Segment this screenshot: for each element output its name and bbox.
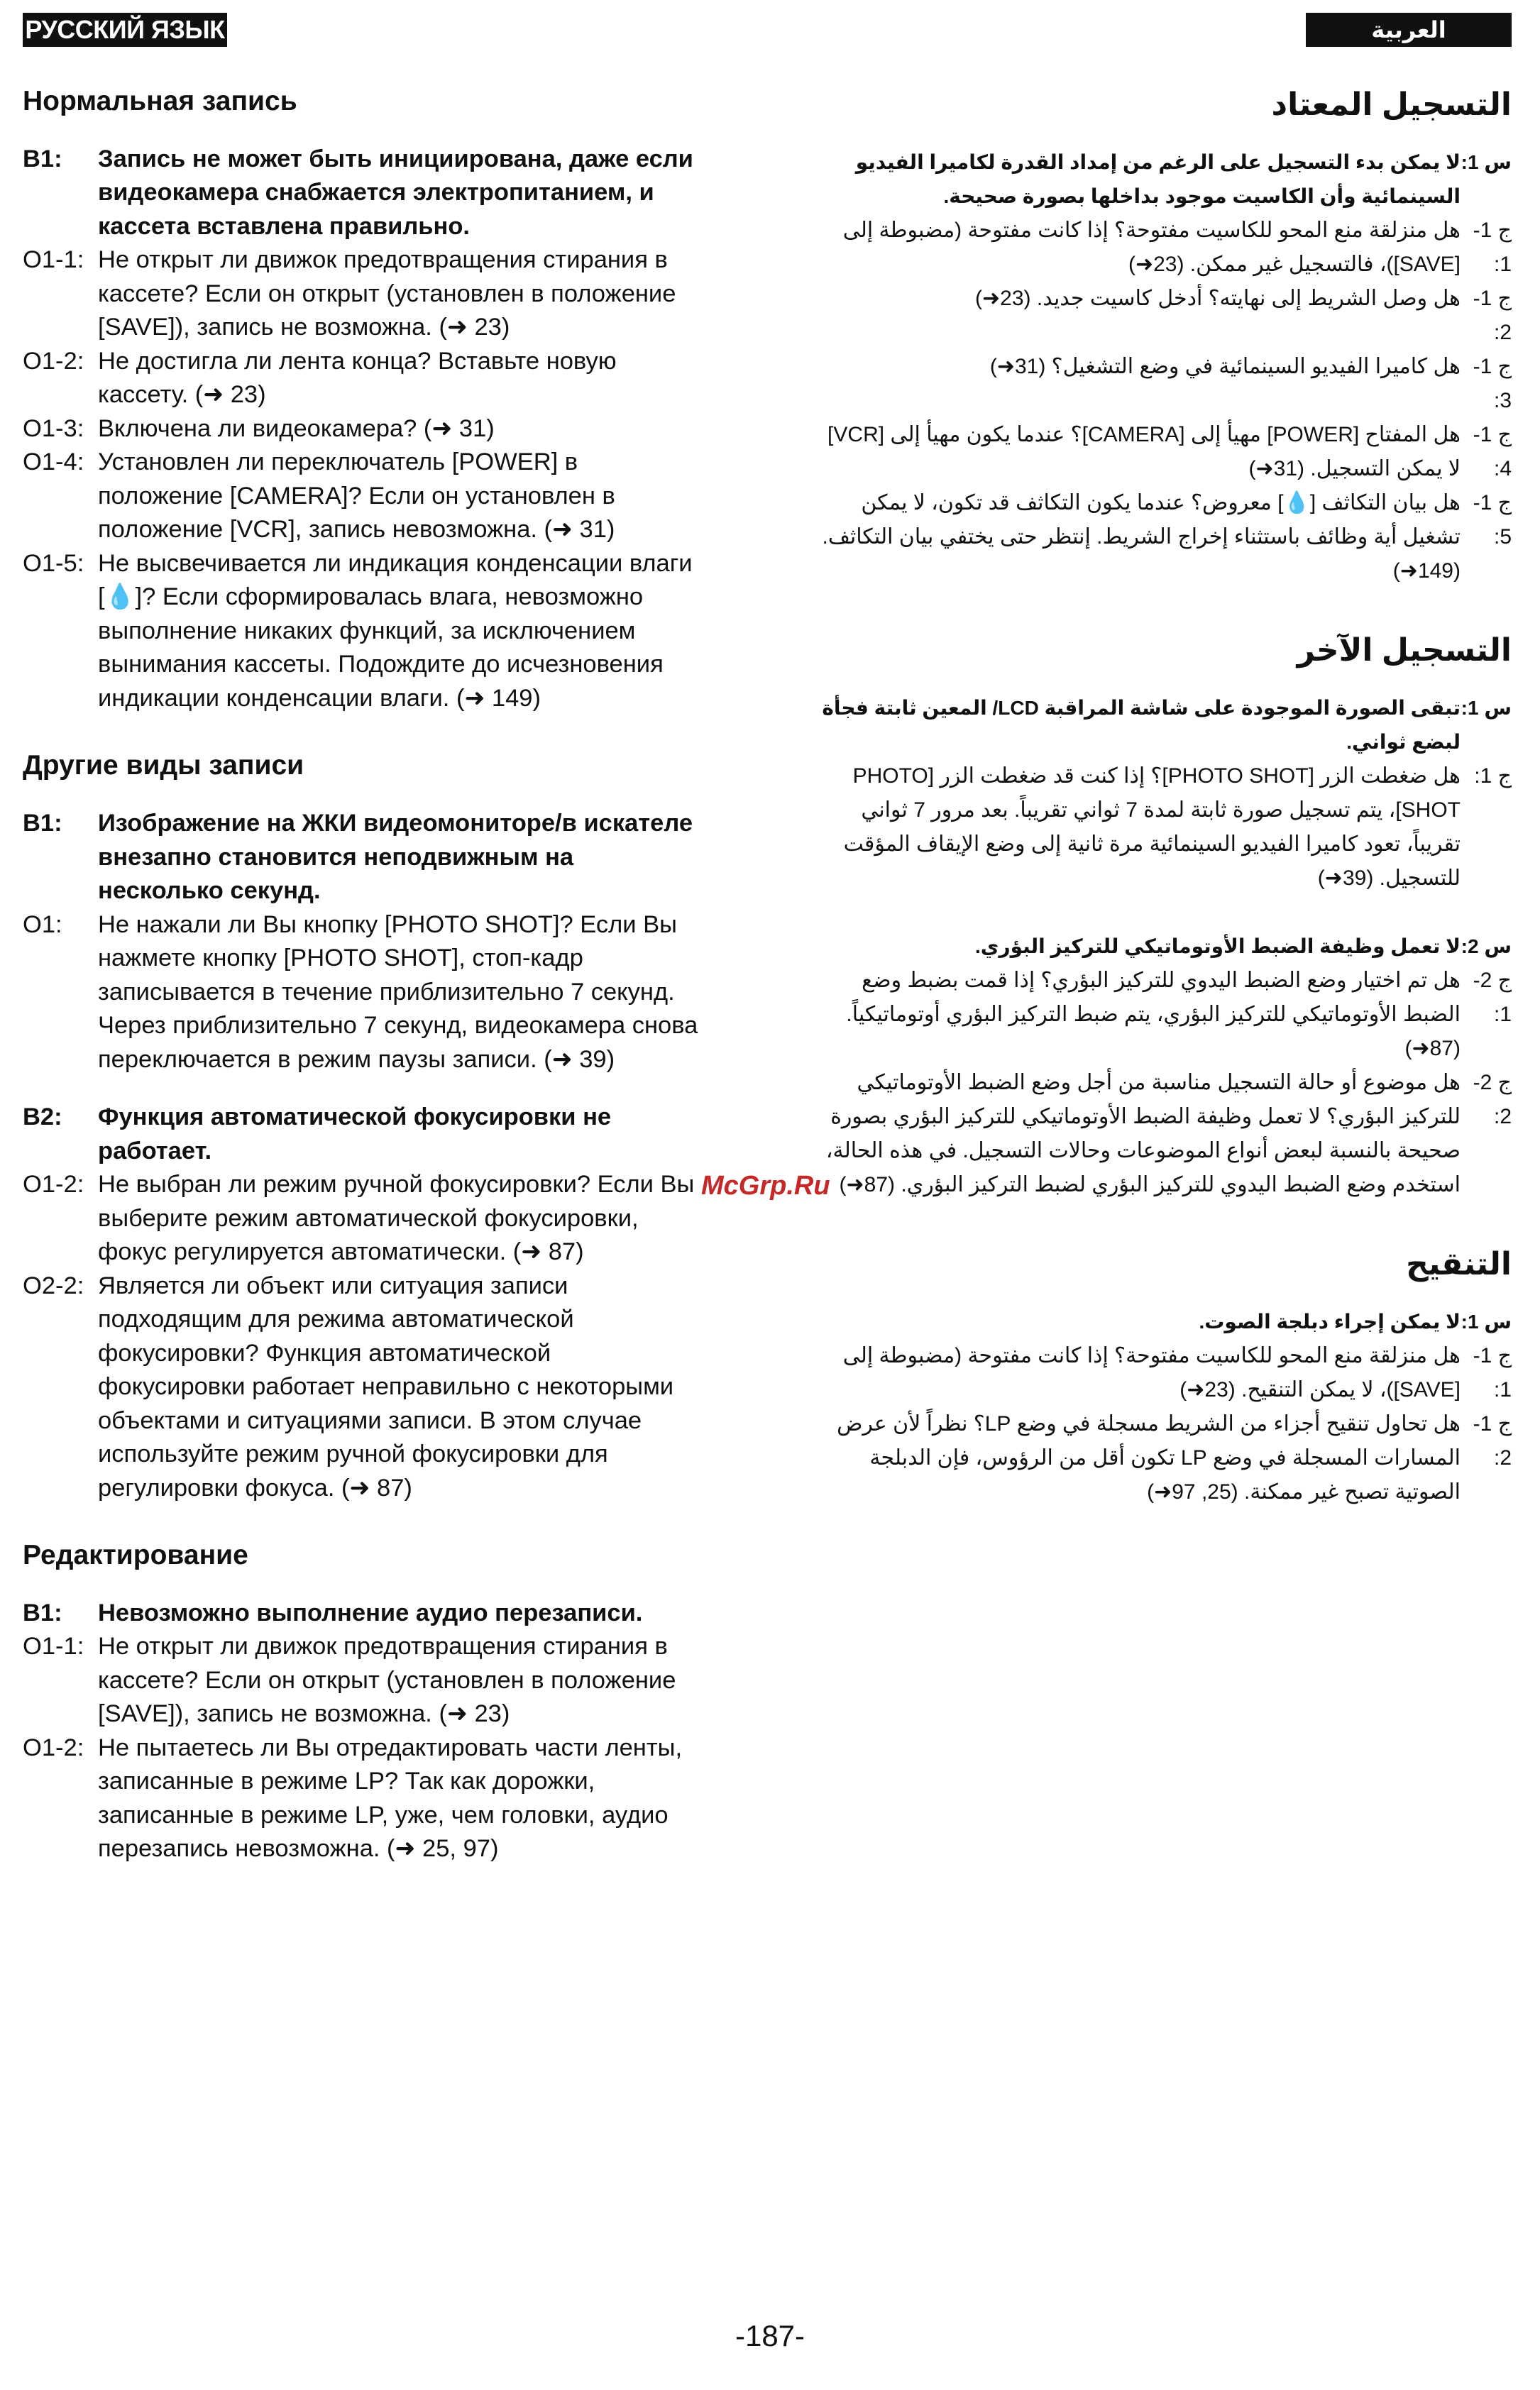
section-title: التسجيل الآخر — [1297, 633, 1512, 668]
answer — [23, 1168, 704, 1270]
qa-label: ج 2-2: — [1473, 1071, 1512, 1128]
arabic-language-tab: العربية — [1306, 13, 1512, 47]
qa-text: Не достигла ли лента конца? Вставьте новую кассету. (➜ 23) — [98, 347, 617, 409]
qa-label: س 1: — [1461, 1311, 1512, 1333]
qa-text: هل وصل الشريط إلى نهايته؟ أدخل كاسيت جديد. (23➜) — [975, 287, 1461, 310]
answer — [23, 1270, 704, 1506]
question — [816, 145, 1512, 214]
qa-label: О1-5: — [23, 549, 84, 577]
answer — [23, 547, 704, 716]
answer — [23, 446, 704, 547]
qa-text: Не открыт ли движок предотвращения стирания в кассете? Если он открыт (установлен в положение [SAVE]), запись не возможна. (➜ 23) — [98, 246, 676, 341]
answer — [23, 345, 704, 412]
qa-label: B1: — [23, 145, 62, 172]
qa-label: О1-4: — [23, 448, 84, 476]
qa-text: Не нажали ли Вы кнопку [PHOTO SHOT]? Если Вы нажмете кнопку [PHOTO SHOT], стоп-кадр записывается в течение приблизительно 7 секунд. Через приблизительно 7 секунд, видеокамера снова переключается в режим паузы записи. (➜ 39) — [98, 910, 698, 1073]
russian-language-tab: РУССКИЙ ЯЗЫК — [23, 13, 227, 47]
question — [23, 1101, 704, 1168]
answer — [816, 214, 1512, 282]
qa-text: Включена ли видеокамера? (➜ 31) — [98, 414, 495, 442]
qa-label: س 1: — [1461, 151, 1512, 173]
qa-text: هل ضغطت الزر [PHOTO SHOT]؟ إذا كنت قد ضغطت الزر [PHOTO SHOT]، يتم تسجيل صورة ثابتة لمدة 7 ثواني تقريباً. بعد مرور 7 ثواني تقريباً، تعود كاميرا الفيديو السينمائية مرة ثانية إلى وضع الإيقاف المؤقت للتسجيل. (39➜) — [843, 764, 1461, 890]
answer — [816, 486, 1512, 588]
answer — [816, 964, 1512, 1066]
question — [23, 1597, 704, 1631]
qa-label: О1: — [23, 910, 62, 938]
qa-text: Установлен ли переключатель [POWER] в положение [CAMERA]? Если он установлен в положение [VCR], запись невозможна. (➜ 31) — [98, 448, 615, 544]
section-title: Редактирование — [23, 1540, 248, 1571]
qa-label: ج 1-2: — [1473, 1412, 1512, 1470]
answer — [23, 1731, 704, 1866]
qa-text: هل منزلقة منع المحو للكاسيت مفتوحة؟ إذا كانت مفتوحة (مضبوطة إلى [SAVE])، لا يمكن التنقيح. (23➜) — [842, 1344, 1461, 1401]
qa-text: هل بيان التكاثف [💧] معروض؟ عندما يكون التكاثف قد تكون، لا يمكن تشغيل أية وظائف باستثناء إخراج الشريط. إنتظر حتى يختفي بيان التكاثف. (149➜) — [822, 491, 1461, 583]
russian-column — [23, 85, 704, 1866]
qa-text: Является ли объект или ситуация записи подходящим для режима автоматической фокусировки? Функция автоматической фокусировки работает неправильно с некоторыми объектами и ситуациями записи. В этом случае используйте режим ручной фокусировки для регулировки фокуса. (➜ 87) — [98, 1272, 674, 1502]
qa-text: Не высвечивается ли индикация конденсации влаги [💧]? Если сформировалась влага, невозможно выполнение никаких функций, за исключением вынимания кассеты. Подождите до исчезновения индикации конденсации влаги. (➜ 149) — [98, 549, 693, 712]
qa-label: О2-2: — [23, 1272, 84, 1299]
qa-label: ج 1-3: — [1473, 355, 1512, 412]
qa-text: لا يمكن إجراء دبلجة الصوت. — [1199, 1311, 1461, 1333]
question — [816, 691, 1512, 759]
qa-text: Функция автоматической фокусировки не работает. — [98, 1103, 612, 1164]
qa-text: هل تم اختيار وضع الضبط اليدوي للتركيز البؤري؟ إذا قمت بضبط وضع الضبط الأوتوماتيكي للتركيز البؤري، يتم ضبط التركيز البؤري أوتوماتيكياً. (87➜) — [846, 969, 1461, 1060]
qa-text: هل تحاول تنقيح أجزاء من الشريط مسجلة في وضع LP؟ نظراً لأن عرض المسارات المسجلة في وضع LP تكون أقل من الرؤوس، فإن الدبلجة الصوتية تصبح غير ممكنة. (25, 97➜) — [837, 1412, 1461, 1504]
qa-label: О1-2: — [23, 1734, 84, 1761]
section-title: التنقيح — [1406, 1247, 1512, 1282]
qa-label: B2: — [23, 1103, 62, 1131]
qa-label: ج 1-5: — [1473, 491, 1512, 549]
qa-text: Изображение на ЖКИ видеомониторе/в искателе внезапно становится неподвижным на несколько секунд. — [98, 810, 693, 905]
qa-text: هل كاميرا الفيديو السينمائية في وضع التشغيل؟ (31➜) — [989, 355, 1461, 378]
qa-label: О1-3: — [23, 414, 84, 442]
answer — [816, 1407, 1512, 1509]
qa-label: ج 2-1: — [1473, 969, 1512, 1026]
question — [23, 807, 704, 908]
question — [816, 1305, 1512, 1339]
qa-label: О1-2: — [23, 347, 84, 375]
qa-label: О1-1: — [23, 1633, 84, 1661]
section-title: Другие виды записи — [23, 750, 304, 781]
answer — [23, 1630, 704, 1731]
qa-label: س 1: — [1461, 697, 1512, 719]
qa-text: Не выбран ли режим ручной фокусировки? Если Вы выберите режим автоматической фокусировки, фокус регулируется автоматически. (➜ 87) — [98, 1171, 695, 1266]
answer — [23, 412, 704, 446]
qa-text: Запись не может быть инициирована, даже если видеокамера снабжается электропитанием, и кассета вставлена правильно. — [98, 145, 693, 240]
qa-label: О1-1: — [23, 246, 84, 274]
qa-label: О1-2: — [23, 1171, 84, 1199]
answer — [816, 418, 1512, 486]
qa-label: ج 1: — [1474, 764, 1512, 788]
page-number: -187- — [735, 2319, 805, 2352]
qa-text: لا تعمل وظيفة الضبط الأوتوماتيكي للتركيز البؤري. — [975, 935, 1461, 957]
qa-text: هل منزلقة منع المحو للكاسيت مفتوحة؟ إذا كانت مفتوحة (مضبوطة إلى [SAVE])، فالتسجيل غير ممكن. (23➜) — [842, 219, 1461, 276]
qa-text: Не открыт ли движок предотвращения стирания в кассете? Если он открыт (установлен в положение [SAVE]), запись не возможна. (➜ 23) — [98, 1633, 676, 1728]
answer — [816, 1066, 1512, 1202]
answer — [816, 350, 1512, 418]
qa-label: B1: — [23, 810, 62, 837]
answer — [816, 759, 1512, 896]
qa-text: تبقى الصورة الموجودة على شاشة المراقبة LCD/ المعين ثابتة فجأة لبضع ثواني. — [822, 697, 1461, 753]
qa-label: ج 1-1: — [1473, 1344, 1512, 1401]
qa-label: ج 1-1: — [1473, 219, 1512, 276]
qa-text: هل المفتاح [POWER] مهيأ إلى [CAMERA]؟ عندما يكون مهيأ إلى [VCR] لا يمكن التسجيل. (31➜) — [827, 423, 1461, 480]
watermark-text: McGrp.Ru — [701, 1171, 830, 1201]
answer — [816, 1339, 1512, 1407]
qa-text: هل موضوع أو حالة التسجيل مناسبة من أجل وضع الضبط الأوتوماتيكي للتركيز البؤري؟ لا تعمل وظيفة الضبط الأوتوماتيكي للتركيز البؤري بصورة صحيحة بالنسبة لبعض أنواع الموضوعات وحالات التسجيل. في هذه الحالة، استخدم وضع الضبط اليدوي للتركيز البؤري لضبط التركيز البؤري. (87➜) — [825, 1071, 1461, 1196]
question — [816, 930, 1512, 964]
qa-text: Невозможно выполнение аудио перезаписи. — [98, 1599, 643, 1626]
section-title: Нормальная запись — [23, 86, 297, 116]
qa-text: لا يمكن بدء التسجيل على الرغم من إمداد القدرة لكاميرا الفيديو السينمائية وأن الكاسيت موجود بداخلها بصورة صحيحة. — [855, 151, 1461, 207]
qa-text: Не пытаетесь ли Вы отредактировать части ленты, записанные в режиме LP? Так как дорожки, записанные в режиме LP, уже, чем головки, аудио перезапись невозможна. (➜ 25, 97) — [98, 1734, 683, 1863]
answer — [23, 908, 704, 1077]
section-title: التسجيل المعتاد — [1271, 87, 1512, 122]
qa-label: B1: — [23, 1599, 62, 1626]
qa-label: س 2: — [1461, 935, 1512, 957]
answer — [23, 243, 704, 345]
answer — [816, 282, 1512, 350]
qa-label: ج 1-4: — [1473, 423, 1512, 480]
qa-label: ج 1-2: — [1473, 287, 1512, 344]
question — [23, 143, 704, 244]
arabic-column — [816, 85, 1512, 1509]
